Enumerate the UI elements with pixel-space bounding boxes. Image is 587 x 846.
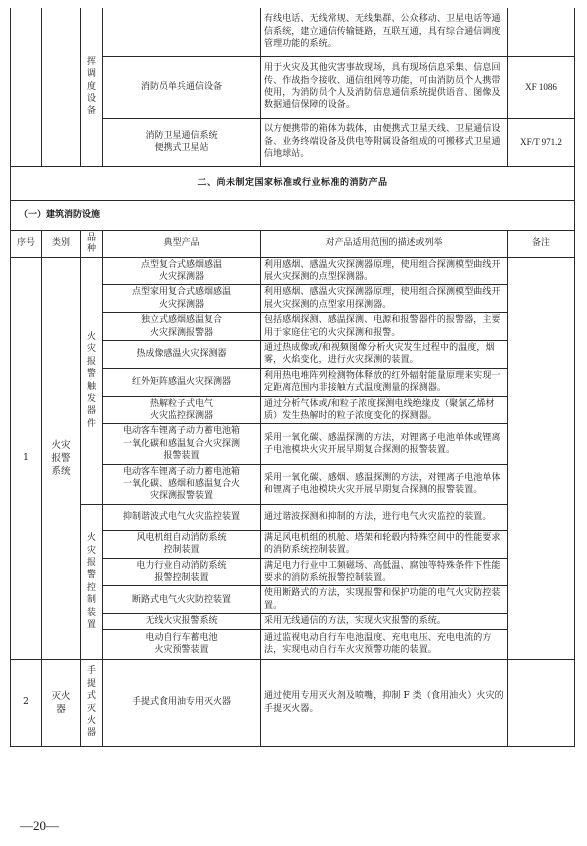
product-cell: 热解粒子式电气 火灾监控探测器 [103,396,261,424]
description-cell: 通过谐波探测和抑制的方法，进行电气火灾监控的装置。 [261,504,508,530]
table-row [11,257,575,285]
description-cell: 用于火灾及其他灾害事故现场，具有现场信息采集、信息回传、作战指令接收、通信组网等功能，可由消防员个人携带使用，为消防员个人及消防信息通信系统提供语音、图像及数据通信保障的设备。 [261,56,508,118]
standard-cell [508,8,575,56]
product-cell: 电动客车锂离子动力蓄电池箱 一氧化碳和感温复合火灾探测 报警装置 [103,424,261,464]
subsection-title: （一）建筑消防设施 [11,200,575,230]
description-cell: 包括感烟探测、感温探测、电源和报警器件的报警器，主要用于家庭住宅的火灾探测和报警。 [261,313,508,341]
product-cell: 断路式电气火灾防控装置 [103,586,261,614]
description-cell: 通过使用专用灭火剂及喷嘴，抑制 F 类（食用油火）火灾的手提灭火器。 [261,659,508,746]
remark-cell [508,659,575,746]
section-title: 二、尚未制定国家标准或行业标准的消防产品 [11,166,575,200]
product-cell: 热成像感温火灾探测器 [103,340,261,368]
description-cell: 以方便携带的箱体为载体，由便携式卫星天线、卫星通信设备、业务终端设备及供电等附属设备组成的可搬移式卫星通信地球站。 [261,118,508,166]
document-page [10,8,574,747]
blank-cell [11,8,42,166]
description-cell: 利用感烟、感温火灾探测器原理，使用组合探测模型曲线开展火灾探测的点型探测器。 [261,257,508,285]
remark-cell [508,257,575,659]
product-cell: 点型家用复合式感烟感温 火灾探测器 [103,285,261,313]
description-cell: 利用热电堆阵列检测物体释放的红外辐射能量原理来实现一定距离范围内非接触方式温度测量的探测器。 [261,368,508,396]
header-variety: 品 种 [81,230,103,257]
variety-vertical-label: 火 灾 报 警 触 发 器 件 [81,257,103,504]
row-number: 1 [11,257,42,659]
product-cell: 电动客车锂离子动力蓄电池箱 一氧化碳、感烟和感温复合火 灾探测报警装置 [103,464,261,504]
product-cell: 独立式感烟感温复合 火灾探测报警器 [103,313,261,341]
description-cell: 满足风电机组的机舱、塔架和轮毂内特殊空间中的性能要求的消防系统控制装置。 [261,530,508,558]
product-cell: 消防卫星通信系统 便携式卫星站 [103,118,261,166]
product-cell: 无线火灾报警系统 [103,614,261,629]
header-description: 对产品适用范围的描述或列举 [261,230,508,257]
category-vertical-label: 挥 调 度 设 备 [81,8,103,166]
variety-vertical-label: 火 灾 报 警 控 制 装 置 [81,504,103,659]
table-row [11,659,575,746]
description-cell: 通过分析气体或/和粒子浓度探测电线绝缘皮（聚氯乙烯材质）发生热解时的粒子浓度变化的探测器。 [261,396,508,424]
product-cell [103,8,261,56]
category-cell: 火灾 报警 系统 [42,257,81,659]
description-cell: 使用断路式的方法，实现报警和保护功能的电气火灾防控装置。 [261,586,508,614]
description-cell: 利用感烟、感温火灾探测器原理，使用组合探测模型曲线开展火灾探测的点型家用探测器。 [261,285,508,313]
section-title-row [11,166,575,200]
description-cell: 有线电话、无线常规、无线集群、公众移动、卫星电话等通信系统，建立通信传输链路，互联互通，具有综合通信调度管理功能的系统。 [261,8,508,56]
description-cell: 通过监视电动自行车电池温度、充电电压、充电电流的方法，实现电动自行车火灾预警功能的装置。 [261,629,508,659]
table-row [11,504,575,530]
header-product: 典型产品 [103,230,261,257]
header-remark: 备注 [508,230,575,257]
product-cell: 消防员单兵通信设备 [103,56,261,118]
product-cell: 红外矩阵感温火灾探测器 [103,368,261,396]
variety-vertical-label: 手 提 式 灭 火 器 [81,659,103,746]
description-cell: 满足电力行业中工频磁场、高低温、腐蚀等特殊条件下性能要求的消防系统报警控制装置。 [261,558,508,586]
row-number: 2 [11,659,42,746]
standard-cell: XF/T 971.2 [508,118,575,166]
header-no: 序号 [11,230,42,257]
description-cell: 采用一氧化碳、感烟、感温探测的方法，对锂离子电池单体和锂离子电池模块火灾开展早期复合探测的报警装置。 [261,464,508,504]
product-cell: 风电机组自动消防系统 控制装置 [103,530,261,558]
product-cell: 电力行业自动消防系统 报警控制装置 [103,558,261,586]
description-cell: 采用无线通信的方法，实现火灾报警的系统。 [261,614,508,629]
header-category: 类别 [42,230,81,257]
top-row-1 [11,8,575,56]
page-number: —20— [20,818,59,833]
subsection-title-row [11,200,575,230]
product-table [10,8,575,747]
category-cell: 灭火 器 [42,659,81,746]
description-cell: 采用一氧化碳、感温探测的方法，对锂离子电池单体或锂离子电池模块火灾开展早期复合探测的报警装置。 [261,424,508,464]
blank-cell [42,8,81,166]
table-header [11,230,575,257]
product-cell: 抑制谐波式电气火灾监控装置 [103,504,261,530]
product-cell: 电动自行车蓄电池 火灾预警装置 [103,629,261,659]
product-cell: 手提式食用油专用灭火器 [103,659,261,746]
product-cell: 点型复合式感烟感温 火灾探测器 [103,257,261,285]
standard-cell: XF 1086 [508,56,575,118]
description-cell: 通过热成像或/和视频图像分析火灾发生过程中的温度，烟雾，火焰变化，进行火灾探测的装置。 [261,340,508,368]
